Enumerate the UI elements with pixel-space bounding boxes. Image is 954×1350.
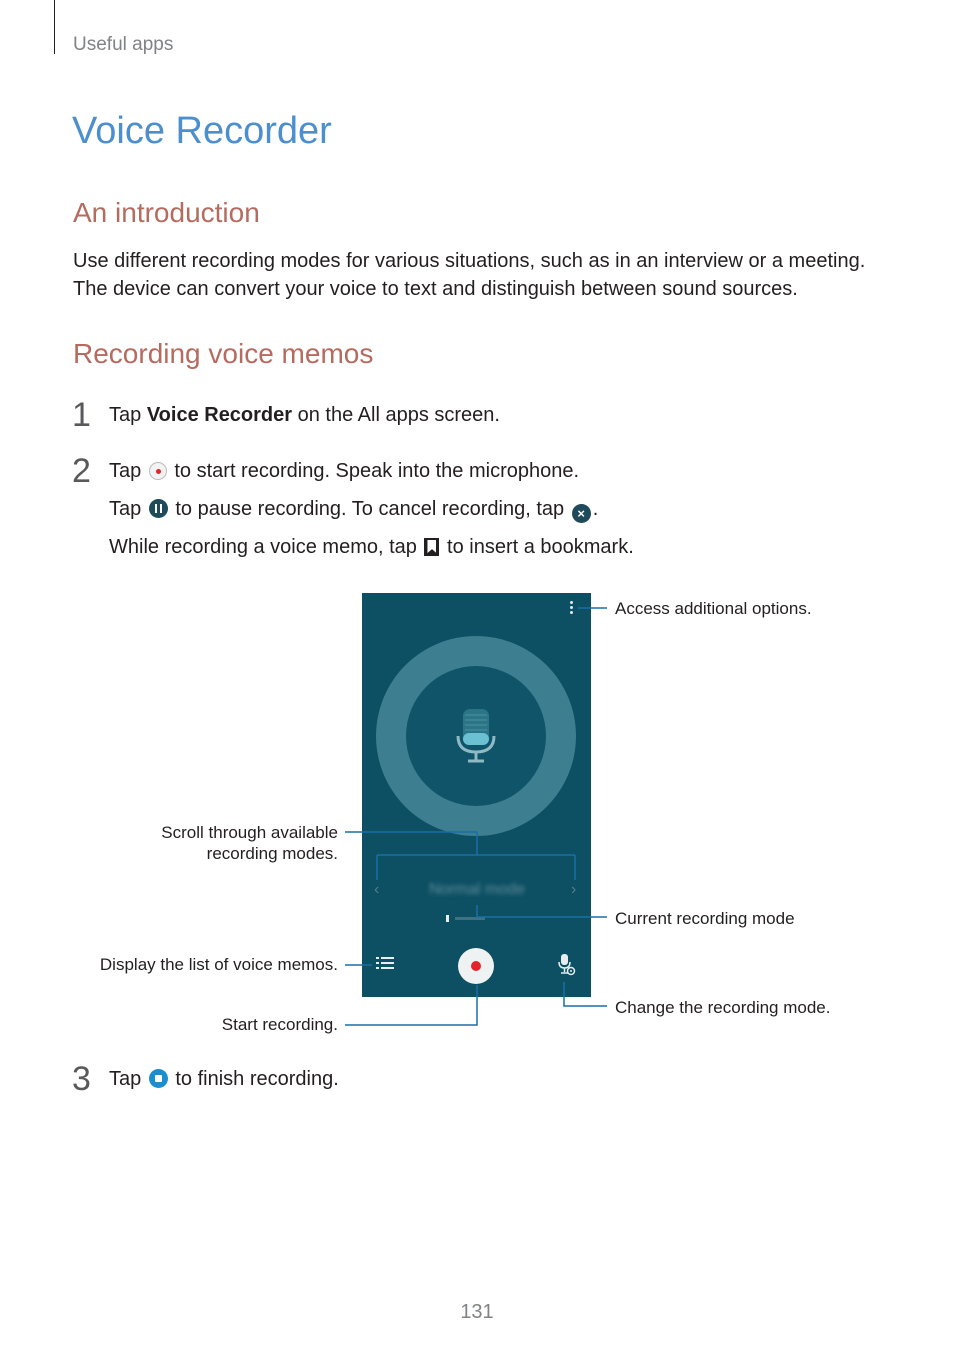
intro-heading: An introduction xyxy=(73,197,260,228)
page-number: 131 xyxy=(460,1301,494,1323)
callout-current-mode: Current recording mode xyxy=(615,909,795,928)
step-3-number: 3 xyxy=(72,1060,91,1098)
cancel-icon: × xyxy=(572,504,591,523)
step-2-line-2-pre: Tap xyxy=(109,498,147,520)
mode-label: Normal mode xyxy=(428,881,526,898)
step-3-text xyxy=(109,1068,339,1091)
stop-icon xyxy=(149,1069,168,1088)
callout-scroll-line-1: Scroll through available xyxy=(161,823,338,842)
recording-heading: Recording voice memos xyxy=(73,338,374,369)
callout-scroll-modes xyxy=(118,822,338,864)
callout-start: Start recording. xyxy=(221,1015,338,1034)
step-3-pre: Tap xyxy=(109,1068,147,1090)
page-title: Voice Recorder xyxy=(72,110,332,152)
step-1-post: on the All apps screen. xyxy=(292,404,500,426)
mode-next-arrow[interactable]: › xyxy=(571,881,577,898)
callout-options: Access additional options. xyxy=(615,599,812,618)
step-2-number: 2 xyxy=(72,452,91,490)
mode-prev-arrow[interactable]: ‹ xyxy=(374,881,380,898)
intro-paragraph: Use different recording modes for various situations, such as in an interview or a meeting. The device can convert your voice to text and distinguish between sound sources. xyxy=(73,250,866,300)
step-3-post: to finish recording. xyxy=(169,1068,339,1090)
step-2-line-1-pre: Tap xyxy=(109,460,147,482)
callout-scroll-line-2: recording modes. xyxy=(206,844,338,863)
step-1-app-name: Voice Recorder xyxy=(146,404,293,426)
step-1-pre: Tap xyxy=(109,404,147,426)
step-2-line-1-post: to start recording. Speak into the microphone. xyxy=(168,460,580,482)
callout-change-mode: Change the recording mode. xyxy=(615,998,831,1017)
callout-list: Display the list of voice memos. xyxy=(99,955,338,974)
step-2-line-3-pre: While recording a voice memo, tap xyxy=(109,536,423,558)
step-1-number: 1 xyxy=(72,396,91,434)
step-2-line-3-post: to insert a bookmark. xyxy=(441,536,634,558)
section-header: Useful apps xyxy=(73,34,174,55)
step-2-line-2-post: . xyxy=(592,498,599,520)
step-2-line-2-mid: to pause recording. To cancel recording, tap xyxy=(169,498,570,520)
